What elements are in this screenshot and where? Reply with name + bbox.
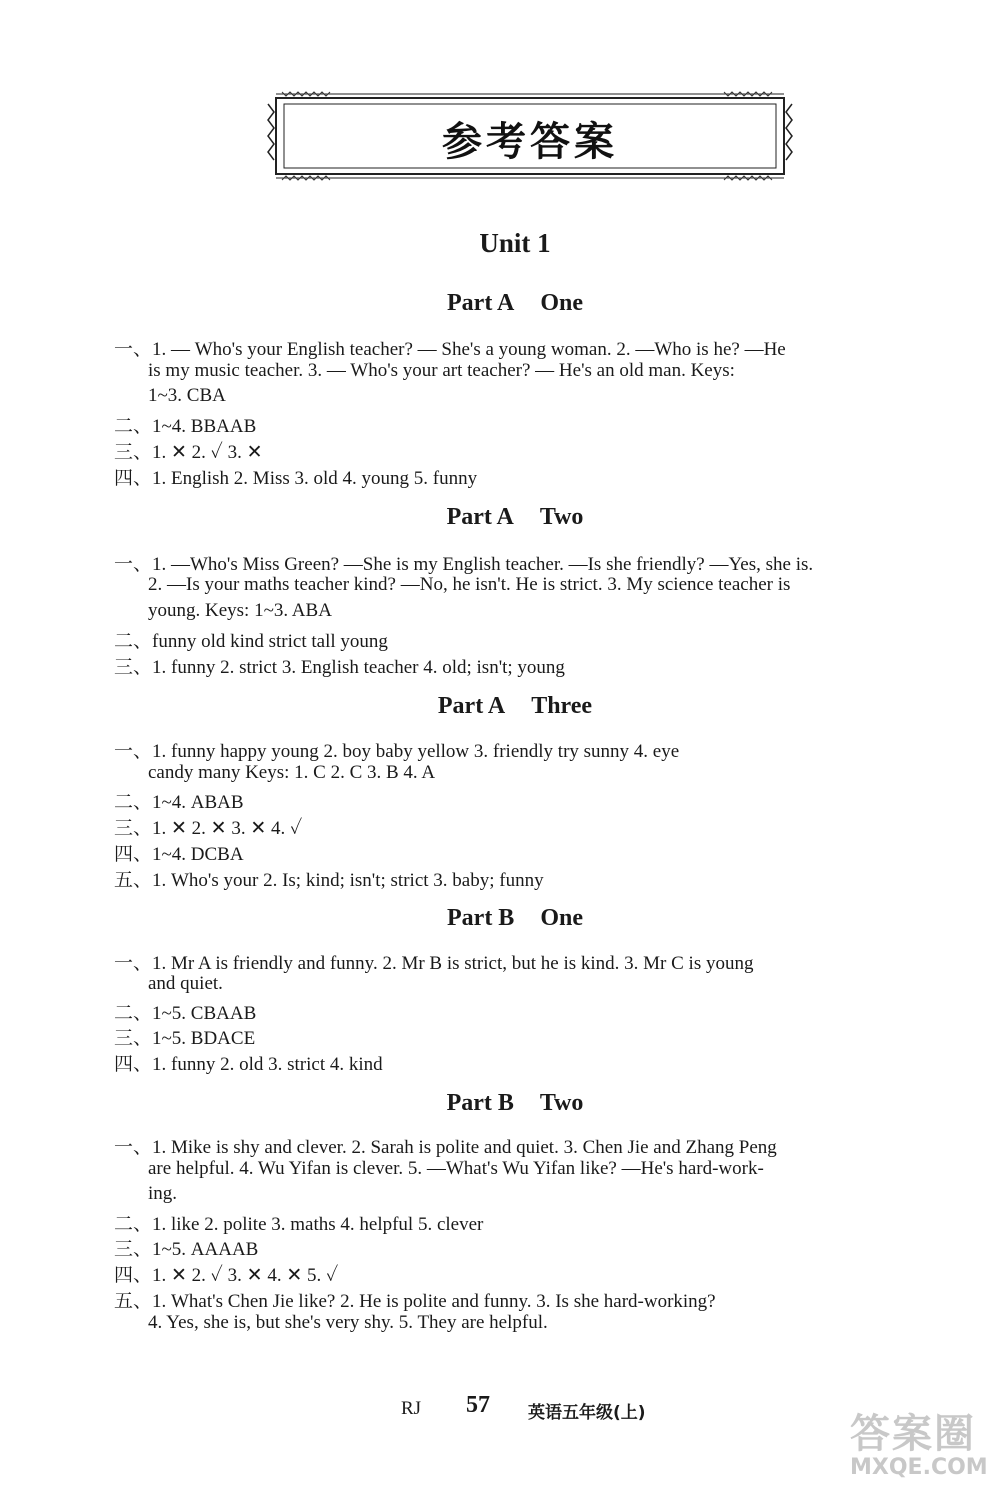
- part-sub: One: [540, 290, 583, 316]
- answer-line: and quiet.: [148, 973, 223, 994]
- answer-line: 二、1~4. BBAAB: [114, 416, 257, 437]
- part-label: Part A: [446, 504, 514, 530]
- answer-line: 一、1. Mike is shy and clever. 2. Sarah is polite and quiet. 3. Chen Jie and Zhang Peng: [114, 1137, 777, 1158]
- part-heading: [0, 504, 1000, 531]
- answer-line: is my music teacher. 3. — Who's your art teacher? — He's an old man. Keys:: [148, 360, 735, 381]
- banner-title: 参考答案: [442, 119, 618, 165]
- answer-line: 三、1~5. BDACE: [114, 1028, 256, 1049]
- answer-line: 2. —Is your maths teacher kind? —No, he isn't. He is strict. 3. My science teacher is: [148, 574, 791, 595]
- answer-line: 一、1. funny happy young 2. boy baby yellow 3. friendly try sunny 4. eye: [114, 741, 680, 762]
- answer-line: 4. Yes, she is, but she's very shy. 5. They are helpful.: [148, 1312, 548, 1333]
- title-banner: [262, 90, 798, 182]
- edition-code: RJ: [401, 1398, 422, 1419]
- part-heading: [0, 290, 1000, 317]
- part-heading: [0, 693, 1000, 720]
- answer-line: young. Keys: 1~3. ABA: [148, 600, 332, 621]
- answer-line: candy many Keys: 1. C 2. C 3. B 4. A: [148, 762, 436, 783]
- answer-line: are helpful. 4. Wu Yifan is clever. 5. —What's Wu Yifan like? —He's hard-work-: [148, 1158, 764, 1179]
- answer-line: 三、1. ✕ 2. ✓ 3. ✕: [114, 442, 263, 463]
- unit-title: Unit 1: [479, 228, 551, 258]
- part-heading: [0, 905, 1000, 932]
- answer-line: ing.: [148, 1183, 178, 1204]
- answer-line: 一、1. — Who's your English teacher? — She's a young woman. 2. —Who is he? —He: [114, 339, 786, 360]
- part-label: Part A: [437, 693, 506, 719]
- part-sub: Two: [539, 1090, 584, 1116]
- part-label: Part A: [447, 290, 515, 316]
- answer-line: 二、1~5. CBAAB: [114, 1003, 257, 1024]
- subject-label: 英语五年级(上): [528, 1403, 646, 1423]
- answer-line: 一、1. Mr A is friendly and funny. 2. Mr B is strict, but he is kind. 3. Mr C is young: [114, 953, 754, 974]
- answer-line: 四、1. funny 2. old 3. strict 4. kind: [114, 1054, 383, 1075]
- answer-line: 四、1. English 2. Miss 3. old 4. young 5. funny: [114, 468, 478, 489]
- answer-line: 二、1. like 2. polite 3. maths 4. helpful 5. clever: [114, 1214, 484, 1235]
- answer-line: 二、funny old kind strict tall young: [114, 631, 388, 652]
- watermark-text: 答案圈: [850, 1411, 976, 1457]
- answer-line: 四、1~4. DCBA: [114, 844, 244, 865]
- answer-line: 1~3. CBA: [148, 385, 226, 406]
- answer-line: 五、1. What's Chen Jie like? 2. He is polite and funny. 3. Is she hard-working?: [114, 1291, 716, 1312]
- part-sub: One: [540, 905, 583, 931]
- answer-line: 三、1~5. AAAAB: [114, 1239, 259, 1260]
- answer-line: 一、1. —Who's Miss Green? —She is my English teacher. —Is she friendly? —Yes, she is.: [114, 554, 814, 575]
- watermark: [850, 1402, 988, 1480]
- answer-line: 三、1. funny 2. strict 3. English teacher 4. old; isn't; young: [114, 657, 565, 678]
- watermark-url: MXQE.COM: [850, 1455, 988, 1480]
- answer-line: 三、1. ✕ 2. ✕ 3. ✕ 4. ✓: [114, 818, 303, 839]
- page-number: 57: [466, 1392, 490, 1418]
- part-sub: Two: [539, 504, 584, 530]
- answer-line: 四、1. ✕ 2. ✓ 3. ✕ 4. ✕ 5. ✓: [114, 1265, 339, 1286]
- answer-line: 五、1. Who's your 2. Is; kind; isn't; strict 3. baby; funny: [114, 870, 544, 891]
- answer-line: 二、1~4. ABAB: [114, 792, 244, 813]
- part-label: Part B: [447, 905, 515, 931]
- part-label: Part B: [446, 1090, 514, 1116]
- part-heading: [0, 1090, 1000, 1117]
- part-sub: Three: [531, 693, 593, 719]
